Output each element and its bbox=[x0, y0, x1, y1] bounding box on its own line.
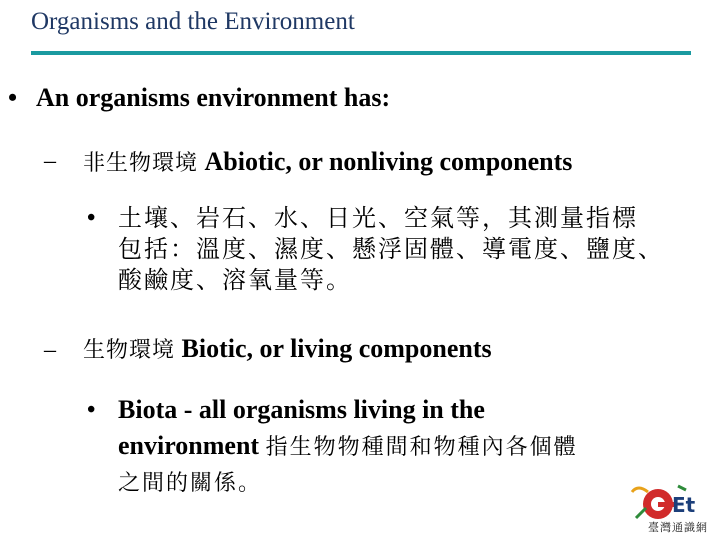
title-divider bbox=[31, 51, 691, 55]
svg-text:Et: Et bbox=[672, 493, 696, 517]
sub-item-biotic bbox=[83, 333, 492, 364]
detail-biotic-line1: Biota - all organisms living in the bbox=[118, 395, 485, 424]
sub-item-biotic-en: Biotic, or living components bbox=[181, 334, 492, 363]
detail-bullet-1: • bbox=[87, 205, 96, 231]
bullet-symbol: • bbox=[8, 83, 18, 112]
sub-item-abiotic-en: Abiotic, or nonliving components bbox=[204, 147, 573, 176]
sub-dash-1: – bbox=[44, 148, 56, 174]
sub-item-biotic-zh: 生物環境 bbox=[83, 337, 176, 362]
detail-biotic-line3: 之間的關係。 bbox=[118, 470, 263, 495]
detail-abiotic-line1: 土壤、岩石、水、日光、空氣等，其測量指標 bbox=[118, 206, 638, 232]
detail-abiotic-line2: 包括：溫度、濕度、懸浮固體、導電度、鹽度、 bbox=[118, 237, 664, 263]
detail-abiotic bbox=[118, 204, 664, 297]
detail-bullet-2: • bbox=[87, 397, 96, 423]
sub-item-abiotic-zh: 非生物環境 bbox=[83, 150, 199, 175]
bullet-level1-text: An organisms environment has: bbox=[36, 83, 391, 112]
logo-caption: 臺灣通識網 bbox=[648, 521, 708, 534]
sub-item-abiotic bbox=[83, 146, 572, 177]
slide-title: Organisms and the Environment bbox=[31, 8, 355, 35]
detail-biotic-line2-en: environment bbox=[118, 431, 260, 460]
detail-biotic bbox=[118, 392, 578, 501]
detail-abiotic-line3: 酸鹼度、溶氧量等。 bbox=[118, 268, 352, 294]
detail-biotic-line2-zh: 指生物物種間和物種內各個體 bbox=[265, 434, 578, 459]
detail-biotic-line2 bbox=[118, 428, 578, 465]
sub-dash-2: – bbox=[44, 337, 56, 363]
bullet-level1 bbox=[8, 83, 390, 113]
